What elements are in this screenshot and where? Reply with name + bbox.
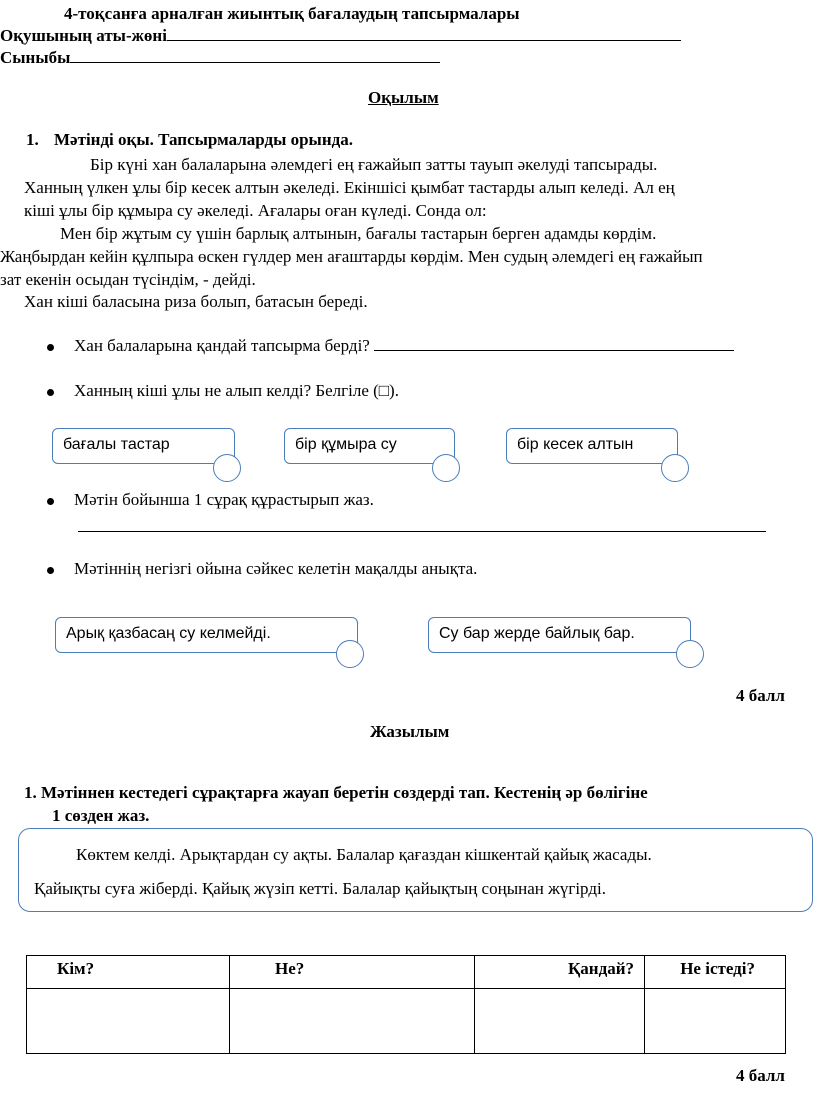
bullet-icon bbox=[47, 389, 54, 396]
question-3-text: Мәтін бойынша 1 сұрақ құрастырып жаз. bbox=[74, 490, 374, 509]
option-jug-of-water[interactable]: бір құмыра су bbox=[284, 428, 455, 464]
reading-text-line-5: Жаңбырдан кейін құлпыра өскен гүлдер мен ағаштарды көрдім. Мен судың әлемдегі ең ғажайып bbox=[0, 247, 703, 266]
option-proverb-2[interactable]: Су бар жерде байлық бар. bbox=[428, 617, 691, 653]
checkbox-circle[interactable] bbox=[336, 640, 364, 668]
writing-task-line-2: 1 сөзден жаз. bbox=[52, 806, 150, 825]
question-1-text: Хан балаларына қандай тапсырма берді? bbox=[74, 336, 370, 355]
reading-text-line-4: Мен бір жұтым су үшін барлық алтынын, бағалы тастарын берген адамды көрдім. bbox=[60, 224, 657, 243]
checkbox-circle[interactable] bbox=[661, 454, 689, 482]
reading-text-line-2: Ханның үлкен ұлы бір кесек алтын әкеледі. Екіншісі қымбат тастарды алып келеді. Ал ең bbox=[24, 178, 675, 197]
question-4-text: Мәтіннің негізгі ойына сәйкес келетін мақалды анықта. bbox=[74, 559, 478, 578]
answer-cell-did-what[interactable] bbox=[645, 989, 786, 1054]
class-label: Сыныбы bbox=[0, 48, 71, 67]
answer-cell-what[interactable] bbox=[230, 989, 475, 1054]
reading-score: 4 балл bbox=[736, 686, 785, 705]
student-name-line[interactable] bbox=[167, 26, 681, 41]
answer-cell-who[interactable] bbox=[27, 989, 230, 1054]
table-header-which: Қандай? bbox=[475, 956, 645, 989]
table-header-who: Кім? bbox=[27, 956, 230, 989]
writing-text-line-1: Көктем келді. Арықтардан су ақты. Балалар қағаздан кішкентай қайық жасады. bbox=[76, 845, 652, 864]
option-piece-of-gold[interactable]: бір кесек алтын bbox=[506, 428, 678, 464]
question-1-answer-line[interactable] bbox=[374, 336, 734, 351]
class-line[interactable] bbox=[70, 48, 440, 63]
question-1 bbox=[74, 336, 734, 356]
writing-text-line-2: Қайықты суға жіберді. Қайық жүзіп кетті. Балалар қайықтың соңынан жүгірді. bbox=[34, 879, 606, 898]
answer-table bbox=[26, 955, 786, 1054]
writing-task-line-1: 1. Мәтіннен кестедегі сұрақтарға жауап беретін сөздерді тап. Кестенің әр бөлігіне bbox=[24, 783, 648, 802]
checkbox-circle[interactable] bbox=[676, 640, 704, 668]
checkbox-circle[interactable] bbox=[213, 454, 241, 482]
document-title: 4-тоқсанға арналған жиынтық бағалаудың тапсырмалары bbox=[64, 4, 520, 23]
reading-text-line-7: Хан кіші баласына риза болып, батасын береді. bbox=[24, 292, 368, 311]
reading-task-title: Мәтінді оқы. Тапсырмаларды орында. bbox=[54, 130, 353, 149]
bullet-icon bbox=[47, 344, 54, 351]
reading-text-line-1: Бір күні хан балаларына әлемдегі ең ғажайып затты тауып әкелуді тапсырады. bbox=[90, 155, 658, 174]
bullet-icon bbox=[47, 567, 54, 574]
question-3-answer-line[interactable] bbox=[78, 531, 766, 532]
writing-section-title: Жазылым bbox=[370, 722, 450, 741]
table-header-what: Не? bbox=[230, 956, 475, 989]
table-row bbox=[27, 989, 786, 1054]
table-header-did-what: Не істеді? bbox=[645, 956, 786, 989]
option-proverb-1[interactable]: Арық қазбасаң су келмейді. bbox=[55, 617, 358, 653]
reading-text-line-3: кіші ұлы бір құмыра су әкеледі. Ағалары оған күледі. Сонда ол: bbox=[24, 201, 487, 220]
reading-section-title: Оқылым bbox=[368, 88, 439, 107]
table-header-row bbox=[27, 956, 786, 989]
student-name-row bbox=[0, 26, 681, 46]
checkbox-circle[interactable] bbox=[432, 454, 460, 482]
bullet-icon bbox=[47, 498, 54, 505]
reading-task-number: 1. bbox=[26, 130, 39, 149]
writing-score: 4 балл bbox=[736, 1066, 785, 1085]
writing-text-box bbox=[18, 828, 813, 912]
student-name-label: Оқушының аты-жөні bbox=[0, 26, 167, 45]
question-2-text: Ханның кіші ұлы не алып келді? Белгіле (□). bbox=[74, 381, 399, 400]
class-row bbox=[0, 48, 440, 68]
option-valuable-stones[interactable]: бағалы тастар bbox=[52, 428, 235, 464]
reading-text-line-6: зат екенін осыдан түсіндім, - дейді. bbox=[0, 270, 256, 289]
answer-cell-which[interactable] bbox=[475, 989, 645, 1054]
